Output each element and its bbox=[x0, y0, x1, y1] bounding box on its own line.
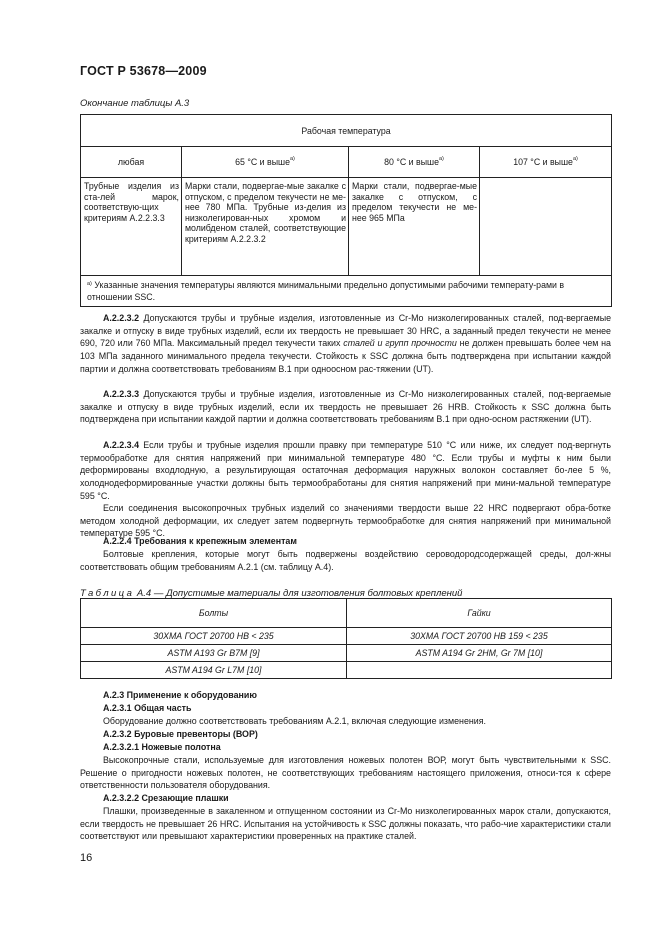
table-a3-footnote: $^{а)}$ Указанные значения температуры являются минимальными предельно допустимыми рабочими температу-рами в отношении SSC. bbox=[81, 276, 612, 307]
paragraph-general: Оборудование должно соответствовать требованиям А.2.1, включая следующие изменения. bbox=[103, 716, 487, 726]
table-a4 bbox=[80, 598, 612, 679]
table-a4-bolt-1: 30ХМА ГОСТ 20700 НВ < 235 bbox=[81, 628, 347, 645]
table-a3-col-80: 80 °С и выше$^{а)}$ bbox=[349, 147, 480, 178]
table-a4-header-nuts: Гайки bbox=[347, 599, 612, 628]
paragraph-bolting: Болтовые крепления, которые могут быть подвержены воздействию сероводородсодержащей среды, дол-жны соответствовать общим требованиям А.2.1 (см. таблицу А.4). bbox=[80, 549, 611, 572]
heading-a224: А.2.2.4 Требования к крепежным элементам bbox=[103, 536, 297, 546]
table-a3 bbox=[80, 114, 612, 307]
paragraph-rams: Плашки, произведенные в закаленном и отпущенном состоянии из Cr-Mo низколегированных марок стали, допускаются, если твердость не превышает 26 HRC. Испытания на устойчивость к SSC должны показать, что рабо-чие характеристики стали соответствуют или превышают характеристики проверенных на практике сталей. bbox=[80, 806, 611, 842]
document-header: ГОСТ Р 53678—2009 bbox=[80, 64, 207, 78]
paragraph-a2234: А.2.2.3.4 Если трубы и трубные изделия прошли правку при температуре 510 °С или ниже, их следует под-вергнуть термообработке для снятия напряжений при минимальной температуре 480 °С. Если трубы и муфты к ним были деформированы входлодную, а результирующая остаточная деформация наружных волокон составляет бо-лее 5 %, холоднодеформированные участки должны быть термообработаны для снятия напряжений при мини-мальной температуре 595 °С. bbox=[80, 440, 611, 501]
table-a4-header-bolts: Болты bbox=[81, 599, 347, 628]
heading-a231: А.2.3.1 Общая часть bbox=[103, 703, 192, 713]
paragraph-blades: Высокопрочные стали, используемые для изготовления ножевых полотен ВОР, могут быть чувствительными к SSC. Решение о пригодности ножевых полотен, не соответствующих требованиям настоящего приложения, относи-тся к сфере ответственности пользователя оборудования. bbox=[80, 755, 611, 791]
heading-a2321: А.2.3.2.1 Ножевые полотна bbox=[103, 742, 221, 752]
table-a3-col-65: 65 °С и выше$^{а)}$ bbox=[182, 147, 349, 178]
paragraph-a2232: А.2.2.3.2 Допускаются трубы и трубные изделия, изготовленные из Cr-Mo низколегированных сталей, под-вергаемые закалке и отпуску в виде трубных изделий, если их твердость не превышает 30 HRC, а заданный предел текучести не менее 690, 720 или 760 МПа. Максимальный предел текучести таких сталей и групп прочности не должен превышать более чем на 103 МПа заданного минимального предела текучести. Стойкость к SSC должна быть подтверждена при испытании каждой партии и должна соответствовать требованиям В.1 при одноосном рас-тяжении (UT). bbox=[80, 313, 612, 374]
table-a4-bolt-2: ASTM A193 Gr B7M [9] bbox=[81, 645, 347, 662]
table-a3-col-any: любая bbox=[81, 147, 182, 178]
heading-a2322: А.2.3.2.2 Срезающие плашки bbox=[103, 793, 229, 803]
paragraph-cold-deformation: Если соединения высокопрочных трубных изделий со значениями твердости выше 22 HRC подвергают обра-ботке методом холодной деформации, их следует затем подвергнуть термообработке для снятия напряжений при минимальной температуре 595 °С. bbox=[80, 503, 611, 539]
table-a4-bolt-3: ASTM A194 Gr L7M [10] bbox=[81, 662, 347, 679]
table-a3-cell-107 bbox=[480, 178, 612, 276]
table-a3-cell-any: Трубные изделия из ста-лей марок, соответствую-щих критериям А.2.2.3.3 bbox=[81, 178, 182, 276]
table-a4-nut-3 bbox=[347, 662, 612, 679]
table-a3-cell-80: Марки стали, подвергае-мые закалке с отпуском, с пределом текучести не ме-нее 965 МПа bbox=[349, 178, 480, 276]
table-a4-nut-1: 30ХМА ГОСТ 20700 НВ 159 < 235 bbox=[347, 628, 612, 645]
page-number: 16 bbox=[80, 852, 93, 864]
table-a3-cell-65: Марки стали, подвергае-мые закалке с отпуском, с пределом текучести не ме-нее 780 МПа. Трубные из-делия из низколегирован-ных хромом и молибденом сталей, соответствующие критериям А.2.2.3.2 bbox=[182, 178, 349, 276]
table-a4-nut-2: ASTM A194 Gr 2HM, Gr 7M [10] bbox=[347, 645, 612, 662]
table-a3-caption: Окончание таблицы А.3 bbox=[80, 98, 190, 109]
table-a3-main-header: Рабочая температура bbox=[81, 115, 612, 147]
heading-a23: А.2.3 Применение к оборудованию bbox=[103, 690, 257, 700]
table-a4-caption: Таблица А.4 — Допустимые материалы для изготовления болтовых креплений bbox=[80, 588, 463, 599]
paragraph-a2233: А.2.2.3.3 Допускаются трубы и трубные изделия, изготовленные из Cr-Mo низколегированных сталей, под-вергаемые закалке и отпуску в виде трубных изделий, если их твердость не превышает 26 HRB. Стойкость к SSC должна быть подтверждена при испытании каждой партии и должна соответствовать требованиям В.1 при одно-осном растяжении (UT). bbox=[80, 389, 612, 425]
table-a3-col-107: 107 °С и выше$^{а)}$ bbox=[480, 147, 612, 178]
heading-a232: А.2.3.2 Буровые превенторы (ВОР) bbox=[103, 729, 258, 739]
